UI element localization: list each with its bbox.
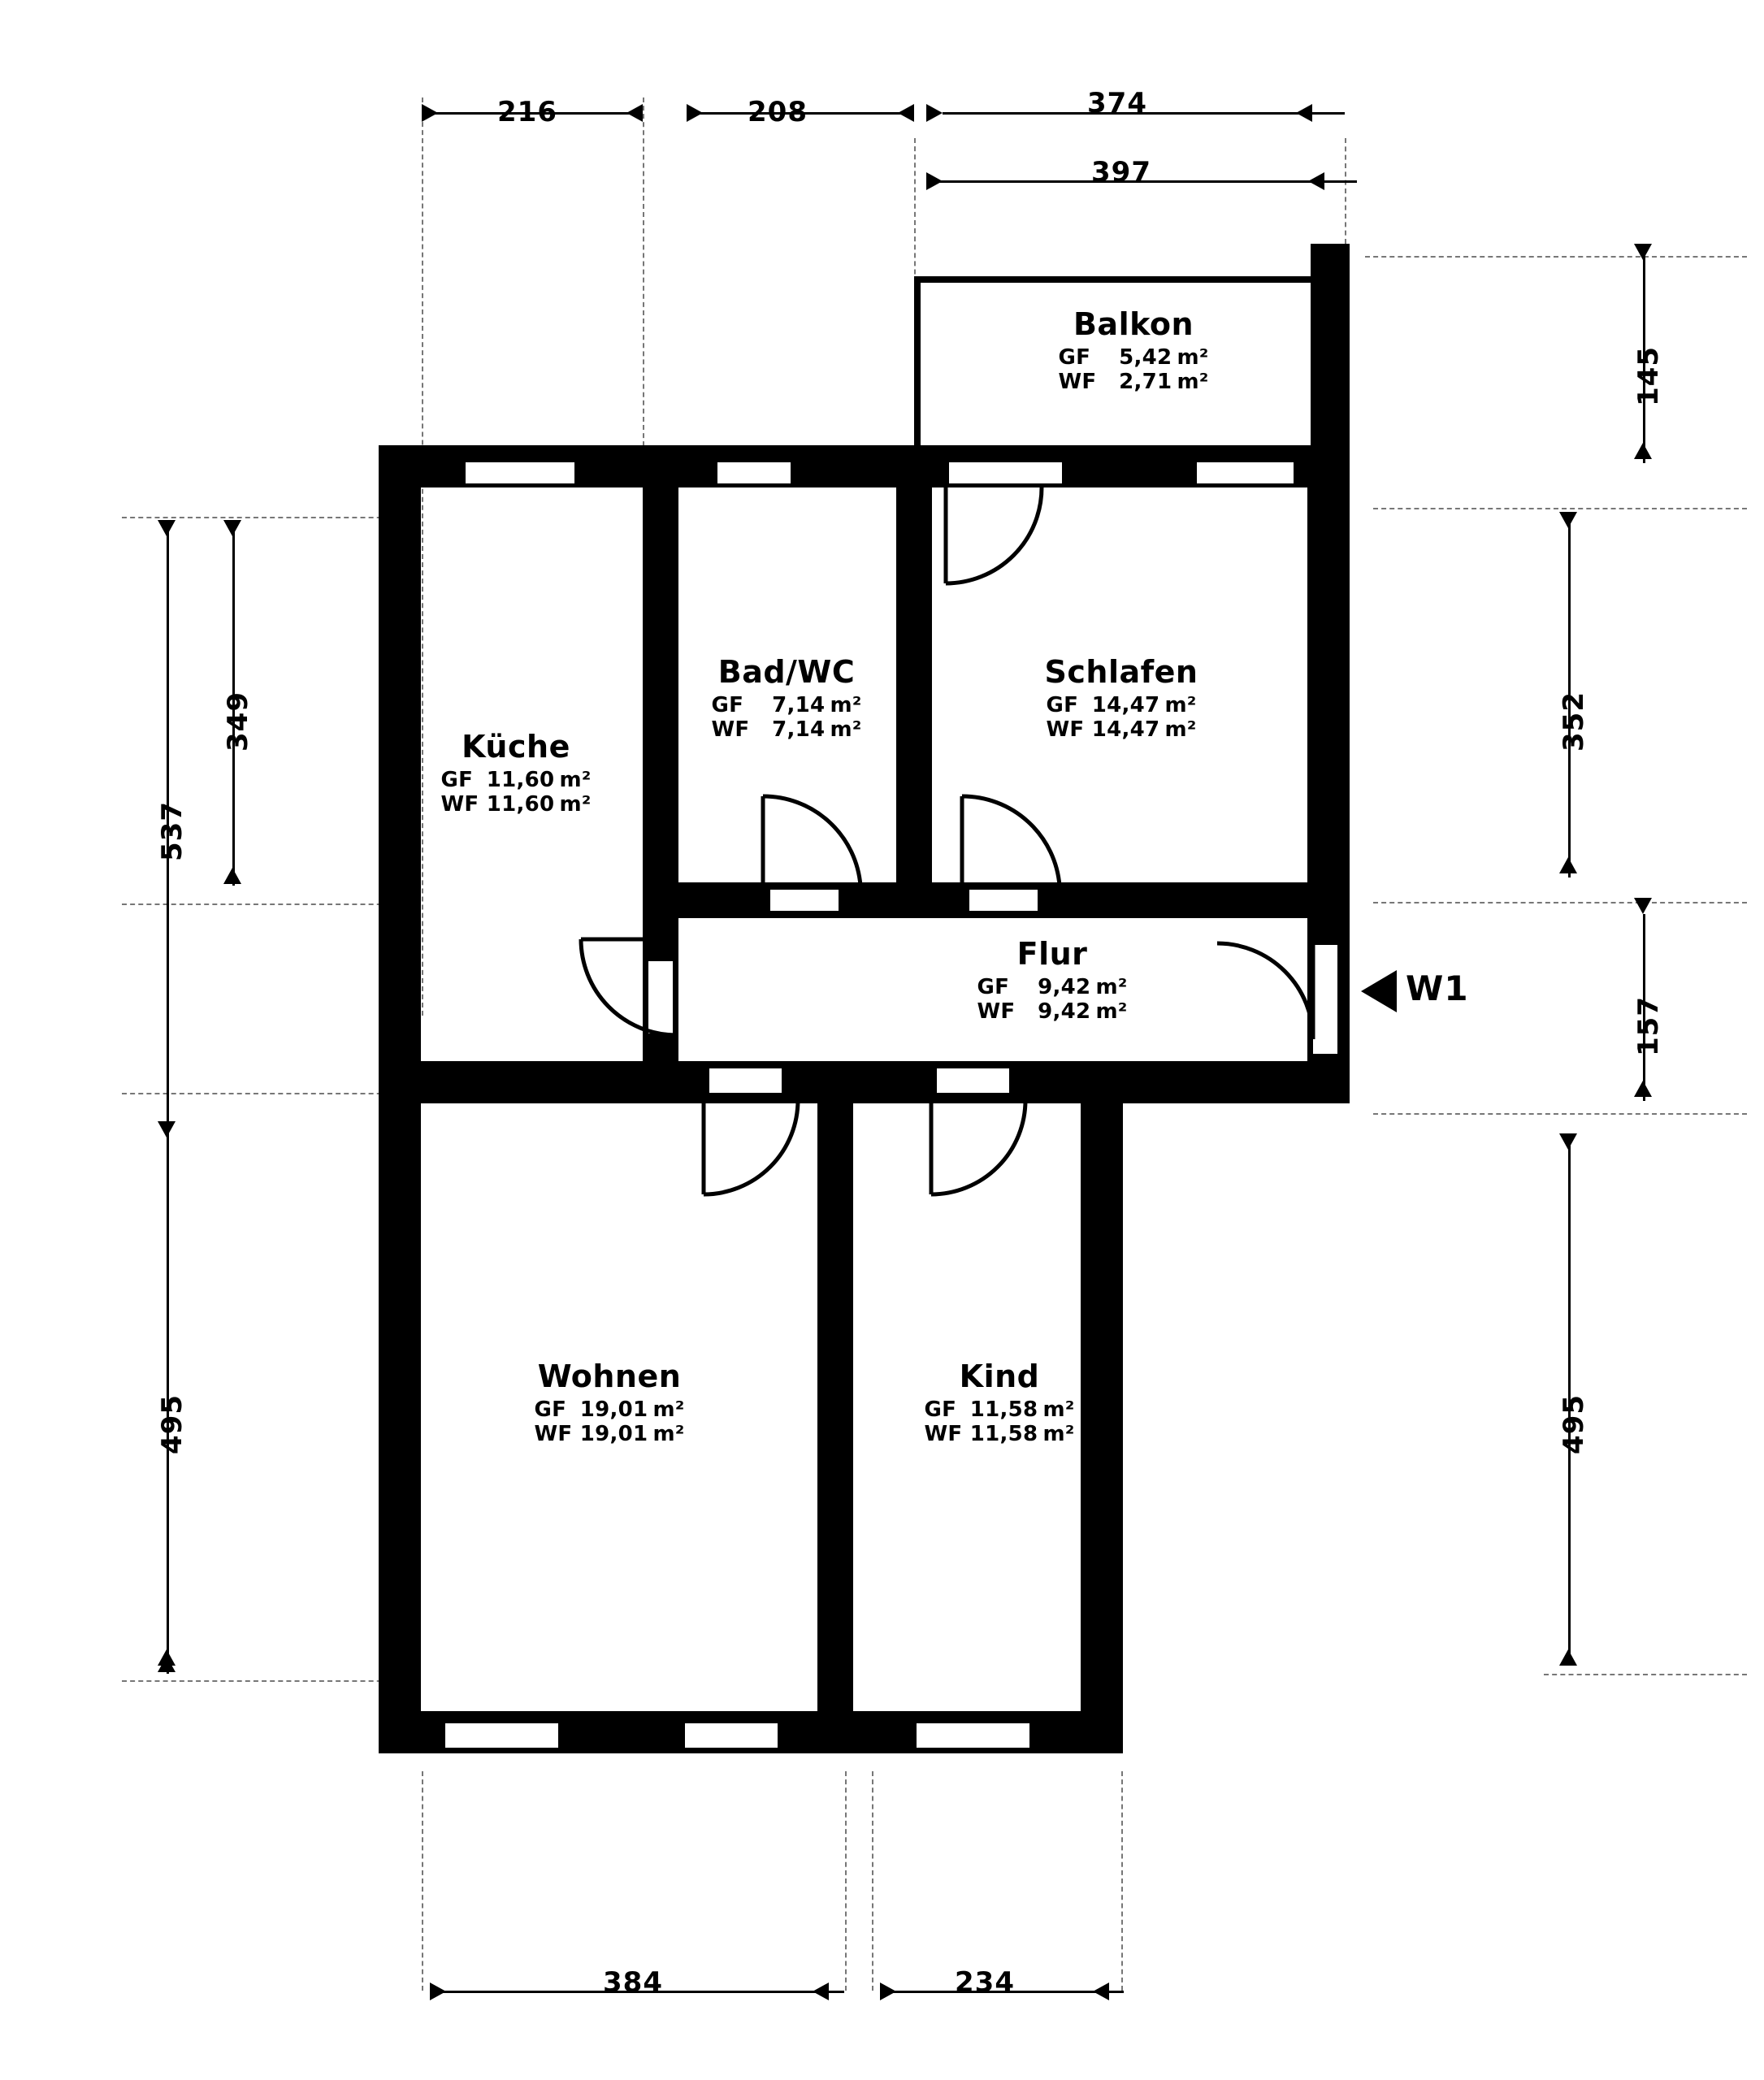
dimension-text: 352 xyxy=(1558,691,1590,752)
extension-line xyxy=(872,1771,873,1991)
balcony-wall-top xyxy=(914,276,1345,283)
room-wf-key: WF xyxy=(440,792,479,817)
extension-line xyxy=(1373,1113,1747,1115)
room-wf-unit: m² xyxy=(830,717,862,742)
dim-arrow xyxy=(1634,1081,1652,1097)
room-gf-key: GF xyxy=(977,975,1010,999)
room-name: Kind xyxy=(959,1358,1040,1394)
room-name: Schlafen xyxy=(1044,654,1198,690)
room-gf-row xyxy=(455,1399,764,1420)
dimension-text: 384 xyxy=(603,1966,663,1999)
room-gf-row xyxy=(918,977,1186,998)
room-gf-value: 7,14 xyxy=(772,693,826,717)
room-gf-value: 5,42 xyxy=(1119,345,1172,370)
room-gf-value: 11,58 xyxy=(969,1398,1038,1422)
room-label-kind xyxy=(882,1358,1117,1446)
door-swing-wohnen xyxy=(699,1097,821,1219)
room-wf-key: WF xyxy=(711,717,750,742)
room-wf-value: 9,42 xyxy=(1038,999,1091,1024)
balcony-wall-left xyxy=(914,276,921,451)
room-gf-unit: m² xyxy=(559,768,592,792)
dim-arrow xyxy=(1559,857,1577,873)
room-wf-value: 11,60 xyxy=(486,792,555,817)
dimension-text: 495 xyxy=(156,1394,189,1454)
door-swing-kind xyxy=(926,1097,1048,1219)
room-wf-key: WF xyxy=(1058,370,1097,394)
room-wf-unit: m² xyxy=(1177,370,1209,394)
room-wf-key: WF xyxy=(924,1422,963,1446)
dim-arrow xyxy=(1559,1649,1577,1666)
room-wf-unit: m² xyxy=(1095,999,1128,1024)
dimension-text: 157 xyxy=(1632,996,1665,1056)
room-wf-value: 19,01 xyxy=(579,1422,648,1446)
dim-arrow xyxy=(223,868,241,884)
room-label-badwc xyxy=(665,656,908,740)
window-schlafen-left xyxy=(947,460,1064,486)
room-gf-key: GF xyxy=(711,693,744,717)
room-wf-key: WF xyxy=(534,1422,573,1446)
dim-arrow xyxy=(158,1649,176,1666)
extension-line xyxy=(122,1680,398,1682)
door-opening-schlafen xyxy=(967,887,1040,913)
window-kind xyxy=(914,1721,1032,1750)
room-gf-value: 19,01 xyxy=(579,1398,648,1422)
room-label-balkon xyxy=(963,306,1304,394)
extension-line xyxy=(422,98,423,1016)
room-wf-unit: m² xyxy=(1164,717,1197,742)
door-opening-bad xyxy=(768,887,841,913)
dim-arrow xyxy=(1634,443,1652,459)
dim-arrow xyxy=(880,1982,896,2000)
door-swing-entry xyxy=(1194,938,1316,1060)
extension-line xyxy=(122,1093,398,1094)
room-wf-row xyxy=(455,1424,764,1445)
dim-arrow xyxy=(1634,898,1652,914)
room-gf-unit: m² xyxy=(1164,693,1197,717)
room-label-flur xyxy=(918,938,1186,1022)
dim-arrow xyxy=(898,104,914,122)
room-name: Flur xyxy=(1016,936,1088,972)
room-wf-row xyxy=(665,719,908,740)
room-wf-row xyxy=(386,794,646,815)
door-swing-kueche xyxy=(557,934,678,1056)
room-name: Bad/WC xyxy=(717,654,856,690)
room-gf-value: 9,42 xyxy=(1038,975,1091,999)
dimension-text: 537 xyxy=(156,801,189,861)
dim-arrow xyxy=(926,172,943,190)
dimension-text: 374 xyxy=(1087,87,1147,119)
room-gf-unit: m² xyxy=(652,1398,685,1422)
door-swing-bad xyxy=(760,772,878,890)
room-wf-row xyxy=(963,371,1304,392)
room-gf-row xyxy=(665,695,908,716)
room-gf-key: GF xyxy=(440,768,474,792)
room-gf-key: GF xyxy=(924,1398,957,1422)
room-label-schlafen xyxy=(967,656,1276,740)
window-wohnen-left xyxy=(443,1721,561,1750)
room-gf-row xyxy=(963,347,1304,368)
room-wf-key: WF xyxy=(1046,717,1085,742)
extension-line xyxy=(1365,256,1747,258)
room-wf-unit: m² xyxy=(559,792,592,817)
dim-arrow xyxy=(430,1982,446,2000)
entry-arrow-icon xyxy=(1361,970,1397,1012)
room-wf-row xyxy=(882,1424,1117,1445)
dimension-text: 145 xyxy=(1632,346,1665,406)
extension-line xyxy=(1373,902,1747,904)
dim-arrow xyxy=(158,520,176,536)
room-wf-value: 11,58 xyxy=(969,1422,1038,1446)
door-opening-kind xyxy=(934,1066,1012,1095)
room-wf-key: WF xyxy=(977,999,1016,1024)
extension-line xyxy=(422,1771,423,1991)
exterior-wall-left-lower xyxy=(379,1103,421,1753)
door-opening-wohnen xyxy=(707,1066,784,1095)
window-bad xyxy=(715,460,793,486)
dim-arrow xyxy=(1093,1982,1109,2000)
dimension-text: 216 xyxy=(497,96,557,128)
dimension-text: 208 xyxy=(748,96,808,128)
room-wf-row xyxy=(967,719,1276,740)
window-wohnen-right xyxy=(683,1721,780,1750)
room-gf-row xyxy=(386,769,646,791)
room-gf-row xyxy=(882,1399,1117,1420)
entry-marker-label: W1 xyxy=(1406,968,1469,1008)
dim-arrow xyxy=(926,104,943,122)
room-wf-unit: m² xyxy=(1042,1422,1075,1446)
dim-arrow xyxy=(422,104,438,122)
room-gf-unit: m² xyxy=(830,693,862,717)
dimension-text: 234 xyxy=(955,1966,1015,1999)
room-wf-value: 14,47 xyxy=(1091,717,1160,742)
room-gf-value: 14,47 xyxy=(1091,693,1160,717)
dim-arrow xyxy=(626,104,643,122)
dim-arrow xyxy=(223,520,241,536)
extension-line xyxy=(1121,1771,1123,1991)
door-swing-schlafen xyxy=(959,772,1077,890)
door-swing-balcony xyxy=(943,486,1064,608)
dim-arrow xyxy=(1308,172,1324,190)
extension-line xyxy=(122,904,398,905)
room-gf-unit: m² xyxy=(1042,1398,1075,1422)
room-gf-key: GF xyxy=(1058,345,1091,370)
dimension-text: 349 xyxy=(222,691,254,752)
room-gf-key: GF xyxy=(1046,693,1079,717)
window-schlafen-right xyxy=(1194,460,1296,486)
dim-arrow xyxy=(813,1982,829,2000)
window-kueche xyxy=(463,460,577,486)
room-gf-key: GF xyxy=(534,1398,567,1422)
extension-line xyxy=(1544,1674,1747,1675)
room-name: Küche xyxy=(462,729,570,765)
dimension-text: 397 xyxy=(1091,156,1151,188)
dim-arrow xyxy=(1634,244,1652,260)
dim-arrow xyxy=(158,1121,176,1138)
dimension-line-495-left xyxy=(167,1129,169,1658)
room-wf-row xyxy=(918,1001,1186,1022)
room-gf-row xyxy=(967,695,1276,716)
room-label-kueche xyxy=(386,731,646,815)
dim-arrow xyxy=(687,104,703,122)
extension-line xyxy=(1373,508,1747,509)
extension-line xyxy=(122,517,398,518)
interior-wall-wohnen-kind xyxy=(817,1103,853,1753)
room-name: Balkon xyxy=(1073,306,1194,342)
room-gf-unit: m² xyxy=(1177,345,1209,370)
dim-arrow xyxy=(1559,512,1577,528)
room-name: Wohnen xyxy=(537,1358,682,1394)
interior-wall-kueche-bottom xyxy=(379,1061,678,1103)
extension-line xyxy=(845,1771,847,1991)
extension-line xyxy=(1345,138,1346,244)
room-label-wohnen xyxy=(455,1358,764,1446)
dim-arrow xyxy=(1559,1133,1577,1150)
room-wf-value: 2,71 xyxy=(1119,370,1172,394)
room-wf-unit: m² xyxy=(652,1422,685,1446)
room-gf-unit: m² xyxy=(1095,975,1128,999)
balcony-wall-right xyxy=(1311,244,1350,451)
room-wf-value: 7,14 xyxy=(772,717,826,742)
dimension-text: 495 xyxy=(1558,1394,1590,1454)
room-gf-value: 11,60 xyxy=(486,768,555,792)
dim-arrow xyxy=(1296,104,1312,122)
